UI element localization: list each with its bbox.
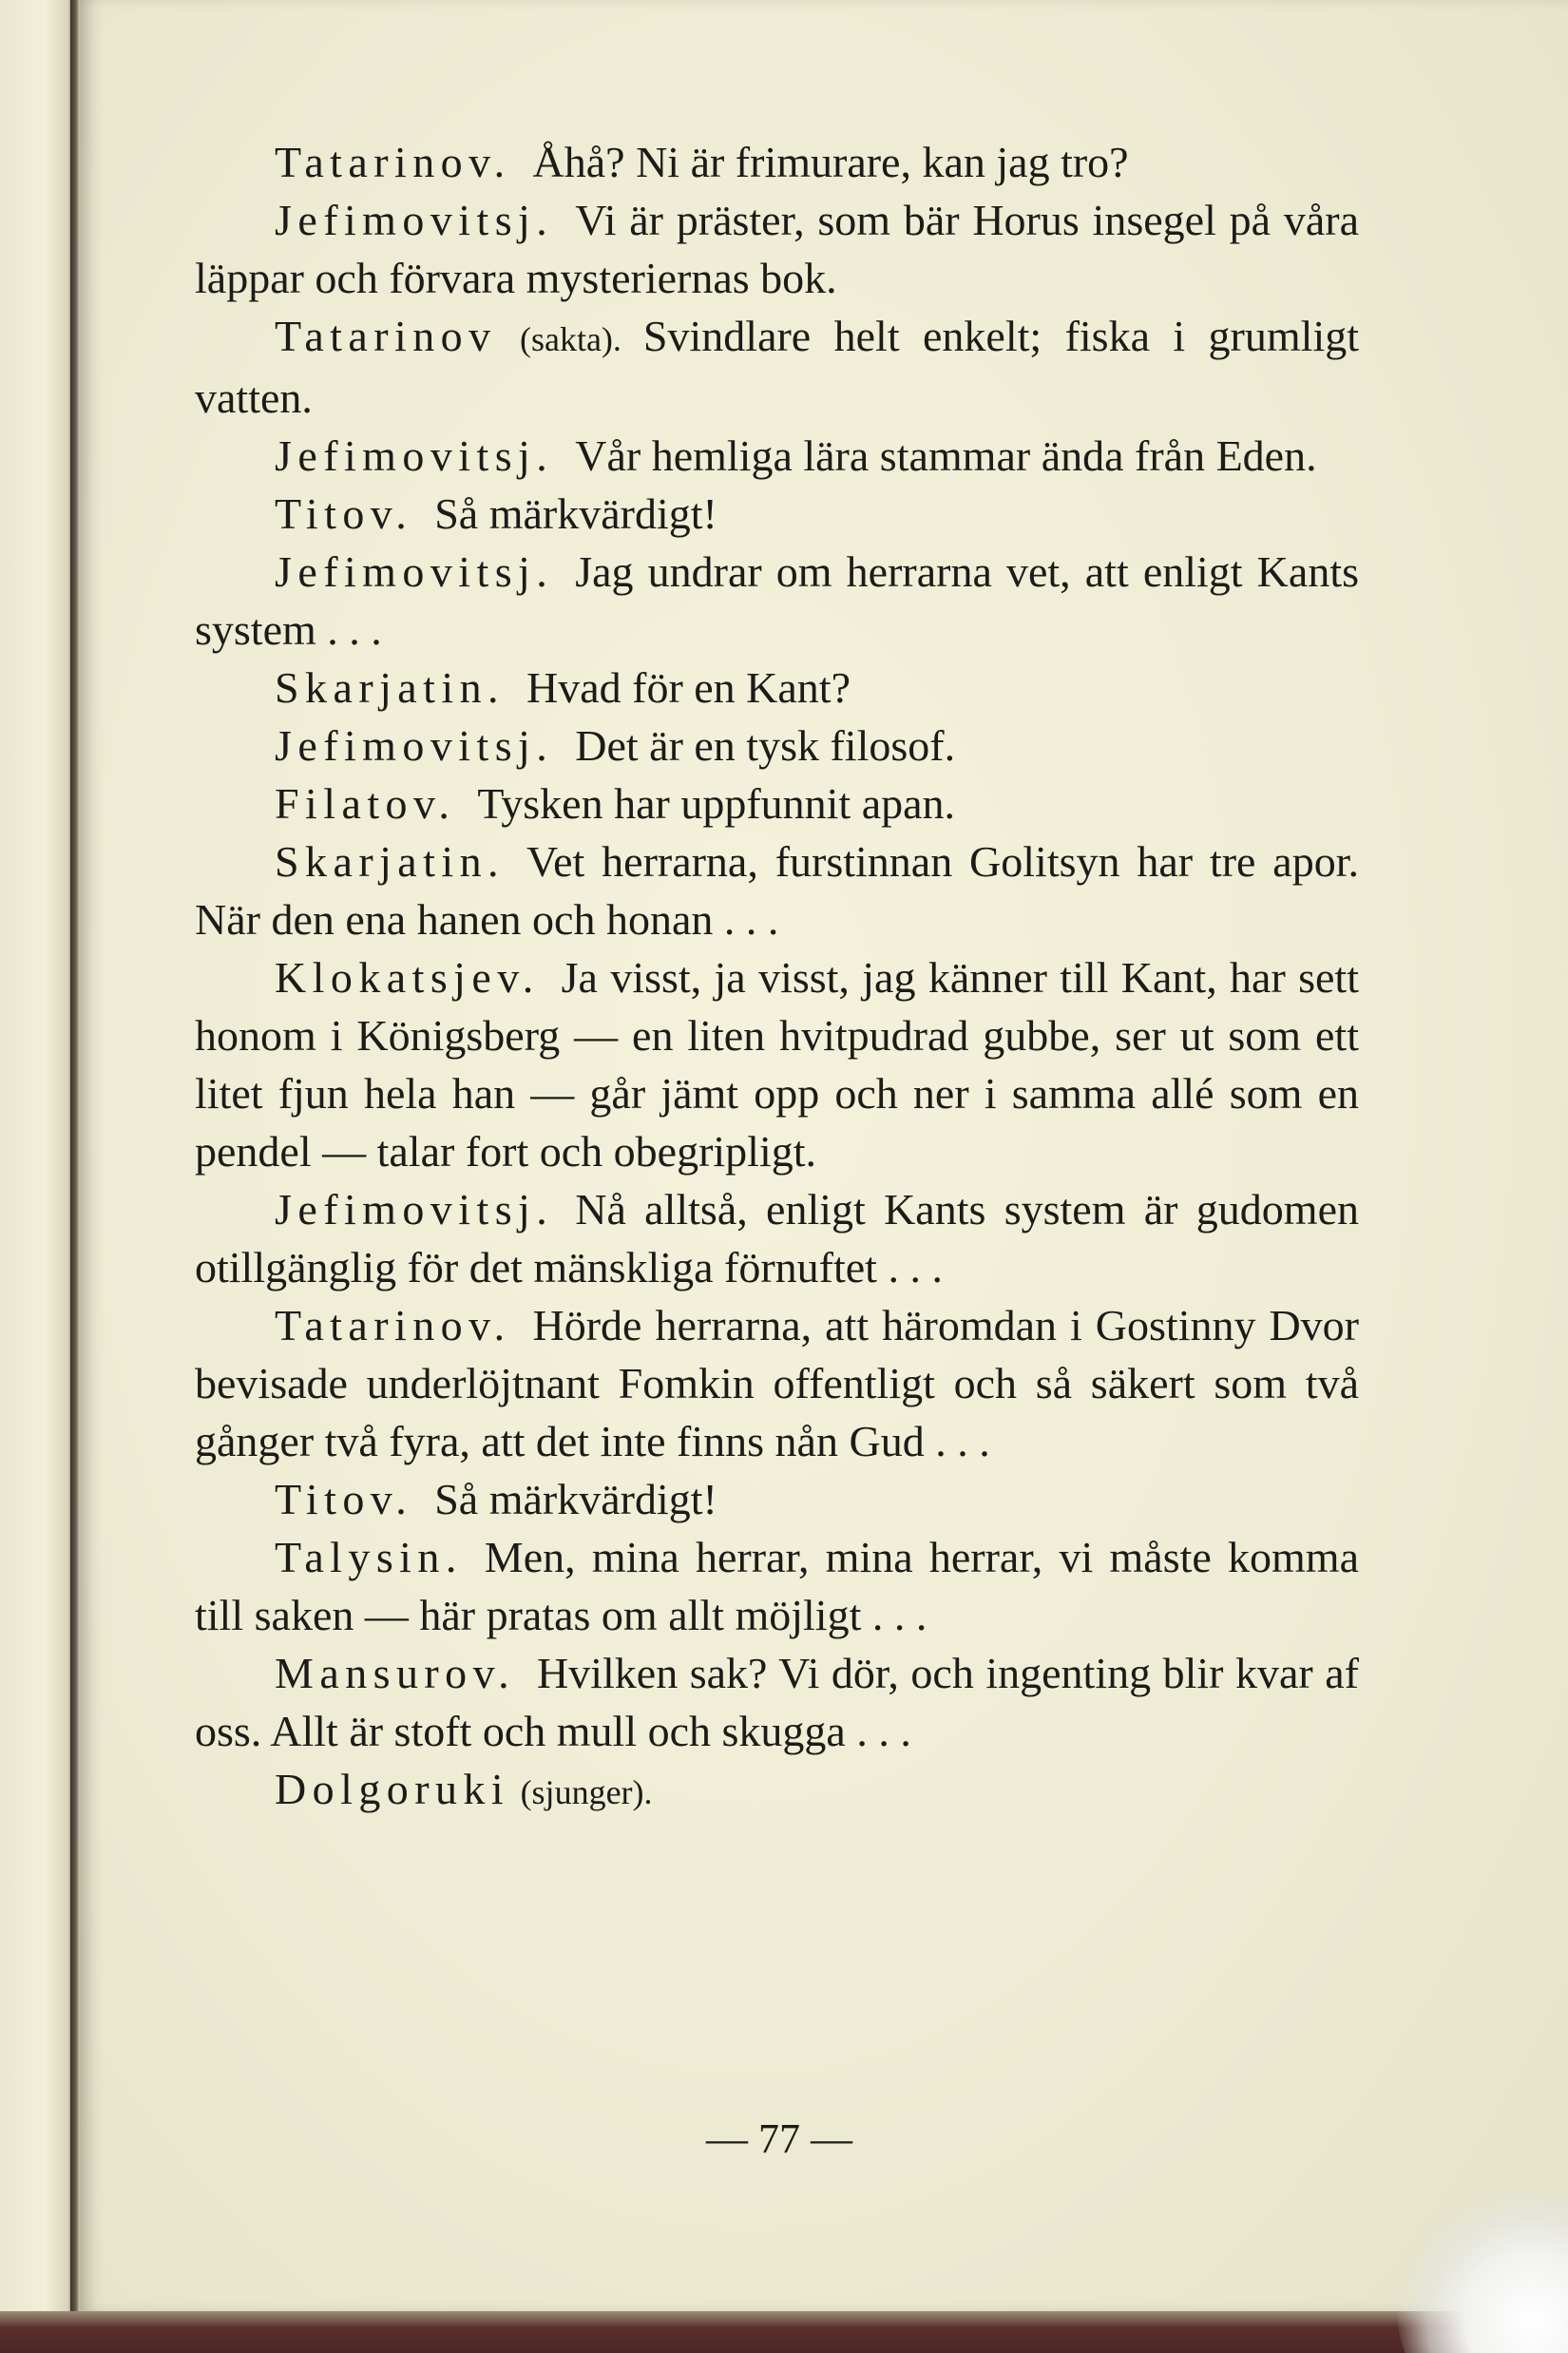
dialogue-text: Jag undrar om herrarna vet, att enligt Kants system . . . xyxy=(195,547,1359,654)
dialogue-text: Svindlare helt enkelt; fiska i grumligt vatten. xyxy=(195,312,1359,422)
speaker-name: Jefimovitsj. xyxy=(275,721,554,770)
dialogue-paragraph xyxy=(195,1470,1359,1528)
speaker-name: Jefimovitsj. xyxy=(275,196,554,244)
speaker-name: Jefimovitsj. xyxy=(275,547,554,596)
dialogue-text: Det är en tysk filosof. xyxy=(575,721,956,770)
dialogue-paragraph xyxy=(195,1528,1359,1644)
dialogue-paragraph xyxy=(195,485,1359,543)
speaker-name: Titov. xyxy=(275,489,413,538)
dialogue-paragraph xyxy=(195,832,1359,948)
dialogue-text: Så märkvärdigt! xyxy=(434,489,717,538)
dialogue-text: Hörde herrarna, att häromdan i Gostinny Dvor bevisade underlöjtnant Fomkin offentligt och så säkert som två gånger två fyra, att det inte finns nån Gud . . . xyxy=(195,1301,1359,1465)
dialogue-paragraph xyxy=(195,717,1359,775)
dialogue-text: Hvilken sak? Vi dör, och ingenting blir kvar af oss. Allt är stoft och mull och skugga . . . xyxy=(195,1649,1359,1755)
dialogue-text: Vi är präster, som bär Horus insegel på våra läppar och förvara mysteriernas bok. xyxy=(195,196,1359,302)
dialogue-text: Vår hemliga lära stammar ända från Eden. xyxy=(575,431,1317,480)
page-bottom-edge xyxy=(0,2311,1568,2353)
speaker-name: Talysin. xyxy=(275,1533,463,1581)
dialogue-paragraph xyxy=(195,1644,1359,1760)
speaker-name: Tatarinov xyxy=(275,312,497,360)
dialogue-paragraph xyxy=(195,1296,1359,1470)
dialogue-text: Åhå? Ni är frimurare, kan jag tro? xyxy=(532,138,1129,186)
dialogue-paragraph xyxy=(195,1180,1359,1296)
speaker-name: Titov. xyxy=(275,1475,413,1523)
left-page-edge xyxy=(0,0,74,2353)
dialogue-paragraph xyxy=(195,948,1359,1180)
dialogue-paragraph xyxy=(195,543,1359,659)
dialogue-text: Hvad för en Kant? xyxy=(526,663,851,712)
stage-direction: (sjunger). xyxy=(520,1773,653,1811)
dialogue-text: Så märkvärdigt! xyxy=(434,1475,717,1523)
speaker-name: Jefimovitsj. xyxy=(275,1185,554,1234)
dialogue-text: Vet herrarna, furstinnan Golitsyn har tre apor. När den ena hanen och honan . . . xyxy=(195,837,1359,944)
speaker-name: Tatarinov. xyxy=(275,138,511,186)
dialogue-paragraph xyxy=(195,659,1359,717)
dialogue-text: Ja visst, ja visst, jag känner till Kant, har sett honom i Königsberg — en liten hvitpudrad gubbe, ser ut som ett litet fjun hela han — går jämt opp och ner i samma allé som en pendel — talar fort och obegripligt. xyxy=(195,953,1359,1176)
dialogue-text: Tysken har uppfunnit apan. xyxy=(477,779,956,828)
speaker-name: Klokatsjev. xyxy=(275,953,540,1002)
stage-direction: (sakta). xyxy=(519,320,621,358)
page-number: — 77 — xyxy=(706,2115,852,2162)
play-text xyxy=(195,133,1359,1822)
dialogue-paragraph xyxy=(195,133,1359,191)
speaker-name: Skarjatin. xyxy=(275,837,505,886)
dialogue-paragraph xyxy=(195,1760,1359,1822)
speaker-name: Jefimovitsj. xyxy=(275,431,554,480)
speaker-name: Skarjatin. xyxy=(275,663,505,712)
speaker-name: Mansurov. xyxy=(275,1649,516,1697)
dialogue-paragraph xyxy=(195,307,1359,427)
dialogue-text: Nå alltså, enligt Kants system är gudomen otillgänglig för det mänskliga förnuftet . . . xyxy=(195,1185,1359,1291)
book-gutter xyxy=(70,0,80,2353)
dialogue-paragraph xyxy=(195,191,1359,307)
speaker-name: Dolgoruki xyxy=(275,1765,510,1813)
speaker-name: Filatov. xyxy=(275,779,456,828)
speaker-name: Tatarinov. xyxy=(275,1301,511,1349)
dialogue-paragraph xyxy=(195,775,1359,832)
dialogue-paragraph xyxy=(195,427,1359,485)
dialogue-text: Men, mina herrar, mina herrar, vi måste komma till saken — här pratas om allt möjligt . . . xyxy=(195,1533,1359,1639)
